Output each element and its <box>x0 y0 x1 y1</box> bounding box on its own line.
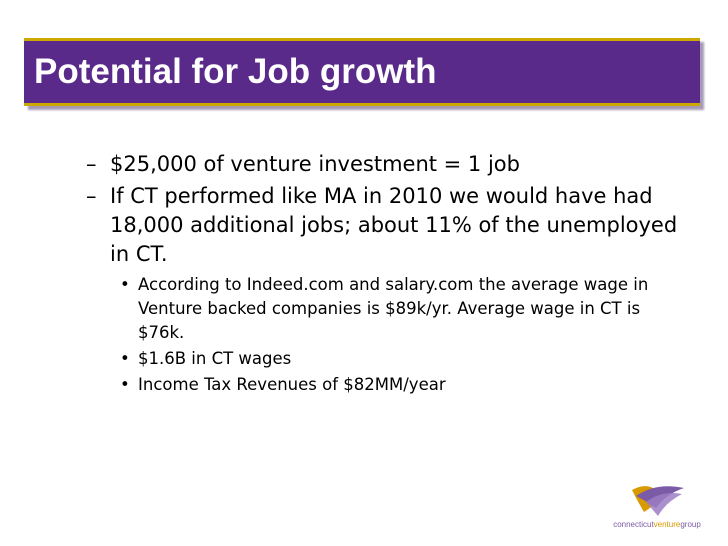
slide-title: Potential for Job growth <box>34 52 437 91</box>
bullet-text: If CT performed like MA in 2010 we would have had 18,000 additional jobs; about 11% of the unemployed in CT. <box>110 184 678 266</box>
bullet-dot: • <box>120 375 130 394</box>
bullet-venture-investment <box>86 150 686 179</box>
logo-swoosh-icon <box>626 476 688 522</box>
sub-bullet-income-tax <box>116 373 686 397</box>
title-bar-bottom-accent <box>24 103 700 106</box>
bullet-dot: • <box>120 349 130 368</box>
sub-bullet-ct-wages <box>116 347 686 371</box>
company-logo <box>592 476 722 536</box>
title-bar-top-accent <box>24 38 700 41</box>
dash-marker: – <box>86 152 97 176</box>
sub-bullet-text: $1.6B in CT wages <box>138 349 292 368</box>
logo-wordmark: connecticutventuregroup <box>613 520 701 529</box>
sub-bullet-average-wage <box>116 273 686 345</box>
bullet-text: $25,000 of venture investment = 1 job <box>110 152 520 176</box>
sub-bullet-text: Income Tax Revenues of $82MM/year <box>138 375 446 394</box>
bullet-ct-vs-ma <box>86 182 686 269</box>
dash-marker: – <box>86 184 97 208</box>
slide-content <box>86 150 686 397</box>
bullet-dot: • <box>120 275 130 294</box>
sub-bullet-text: According to Indeed.com and salary.com the average wage in Venture backed companies is $89k/yr. Average wage in CT is $76k. <box>138 275 649 342</box>
